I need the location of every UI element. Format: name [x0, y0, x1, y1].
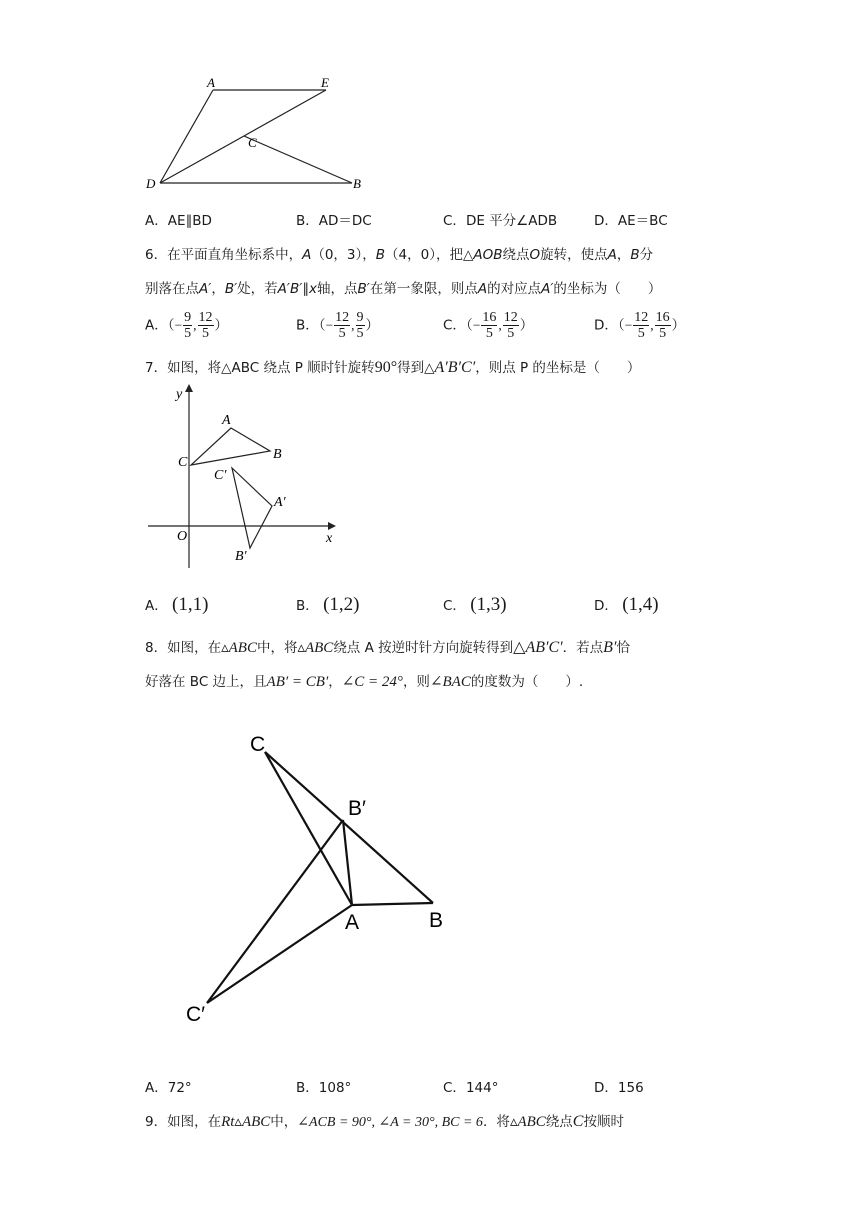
q6-option-b[interactable]: B．（− $\frac{12}{5}$ , $\frac{9}{5}$ ）	[296, 310, 380, 341]
fig8-label-c-prime: C′	[186, 1003, 206, 1026]
fig7-label-c-prime: C′	[214, 468, 227, 483]
q7-option-d[interactable]: D． (1,4)	[594, 594, 659, 615]
fig7-label-b: B	[273, 447, 282, 462]
fig7-label-o: O	[177, 529, 188, 544]
fig5-label-e: E	[321, 75, 329, 90]
q5-option-a[interactable]: A．AE∥BD	[145, 213, 212, 229]
fig8-label-a: A	[345, 911, 360, 934]
q5-option-c[interactable]: C．DE 平分∠ADB	[443, 213, 558, 229]
q8-option-b[interactable]: B．108°	[296, 1080, 352, 1096]
q6-stem-line2: 别落在点A′，B′处，若A′B′∥x轴，点B′在第一象限，则点A的对应点A′的坐标为（ ）	[145, 281, 662, 297]
q7-option-a[interactable]: A． (1,1)	[145, 594, 209, 615]
q8-option-c[interactable]: C．144°	[443, 1080, 499, 1096]
q8-figure	[180, 725, 470, 1030]
fig8-label-b-prime: B′	[348, 797, 366, 820]
q8-stem-line1: 8．如图，在▵ABC中，将▵ABC绕点 A 按逆时针方向旋转得到△AB′C′．若点B′恰	[145, 639, 630, 656]
q6-option-c[interactable]: C．（− $\frac{16}{5}$ , $\frac{12}{5}$ ）	[443, 310, 534, 341]
fig8-label-b: B	[429, 909, 444, 932]
fig7-label-a: A	[222, 413, 231, 428]
fig5-label-c: C	[248, 135, 257, 150]
q5-option-d[interactable]: D．AE＝BC	[594, 213, 668, 229]
fig7-label-a-prime: A′	[274, 495, 286, 510]
fig5-label-d: D	[146, 176, 156, 191]
q7-stem: 7．如图，将△ABC 绕点 P 顺时针旋转90°得到△A′B′C′，则点 P 的坐标是（ ）	[145, 359, 641, 376]
fig7-label-b-prime: B′	[235, 549, 247, 564]
q7-figure	[142, 382, 352, 570]
fig7-label-c: C	[178, 455, 188, 470]
q9-stem: 9．如图，在Rt▵ABC中，∠ACB = 90°, ∠A = 30°, BC = 6．将▵ABC绕点C按顺时	[145, 1113, 624, 1130]
q6-option-d[interactable]: D．（− $\frac{12}{5}$ , $\frac{16}{5}$ ）	[594, 310, 686, 341]
q5-option-b[interactable]: B．AD＝DC	[296, 213, 372, 229]
q7-option-b[interactable]: B． (1,2)	[296, 594, 360, 615]
q5-figure	[140, 72, 380, 197]
q8-stem-line2: 好落在 BC 边上，且AB′ = CB′，∠C = 24°，则∠BAC的度数为（ ）.	[145, 674, 584, 690]
q6-stem-line1: 6．在平面直角坐标系中，A（0，3），B（4，0），把△AOB绕点O旋转，使点A，B分	[145, 247, 654, 263]
fig5-label-a: A	[207, 75, 215, 90]
q6-option-a[interactable]: A．（− $\frac{9}{5}$ , $\frac{12}{5}$ ）	[145, 310, 228, 341]
q7-option-c[interactable]: C． (1,3)	[443, 594, 507, 615]
fig7-label-x: x	[326, 531, 333, 546]
fig7-label-y: y	[176, 387, 183, 402]
q8-option-a[interactable]: A．72°	[145, 1080, 192, 1096]
fig8-label-c: C	[250, 733, 266, 756]
q8-option-d[interactable]: D．156	[594, 1080, 644, 1096]
fig5-label-b: B	[353, 176, 361, 191]
